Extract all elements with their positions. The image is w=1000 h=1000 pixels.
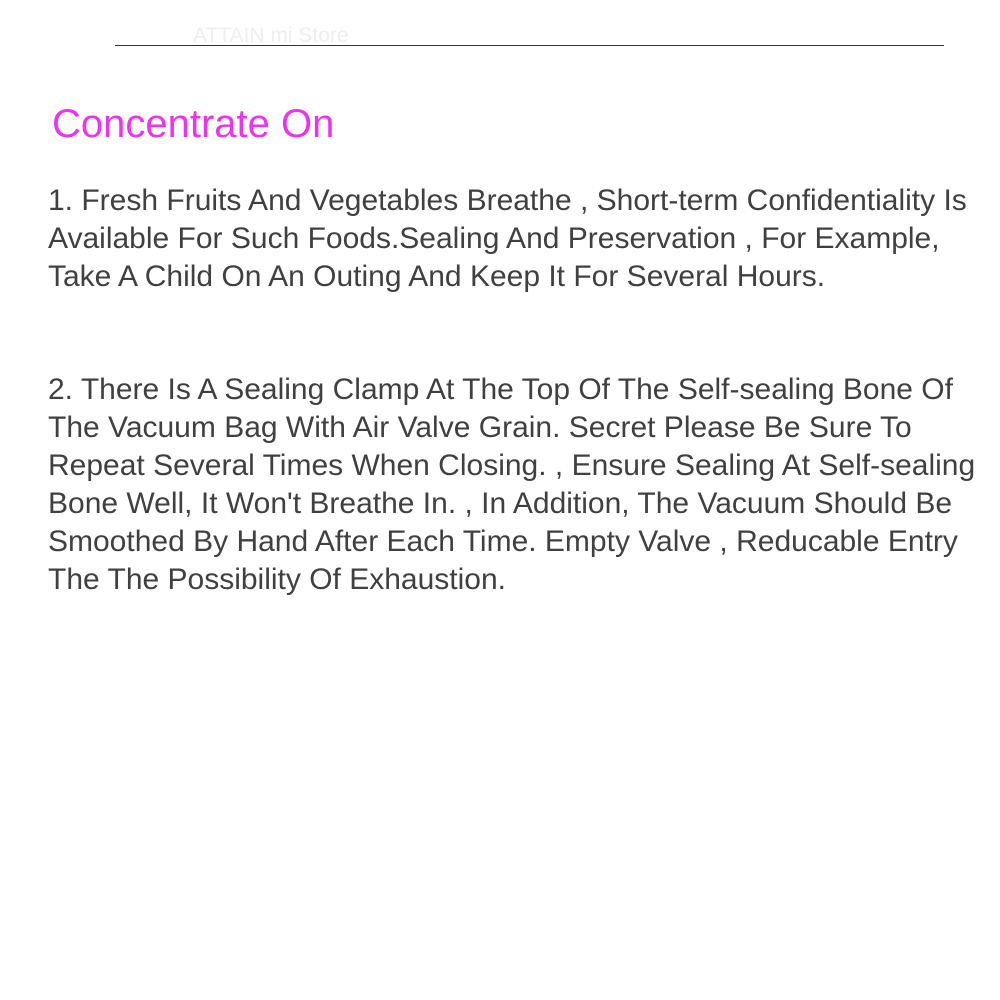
paragraph-2: 2. There Is A Sealing Clamp At The Top Of The Self-sealing Bone Of The Vacuum Bag With Air Valve Grain. Secret Please Be Sure To Repeat Several Times When Closing. , Ensure Sealing At Self-sealing Bone Well, It Won't Breathe In. , In Addition, The Vacuum Should Be Smoothed By Hand After Each Time. Empty Valve , Reducable Entry The The Possibility Of Exhaustion.	[48, 373, 976, 596]
paragraph-1: 1. Fresh Fruits And Vegetables Breathe , Short-term Confidentiality Is Available For Such Foods.Sealing And Preservation , For Example, Take A Child On An Outing And Keep It For Several Hours.	[48, 184, 967, 293]
top-divider	[115, 45, 944, 46]
section-heading: Concentrate On	[52, 102, 335, 146]
store-watermark: ATTAIN mi Store	[193, 24, 349, 47]
